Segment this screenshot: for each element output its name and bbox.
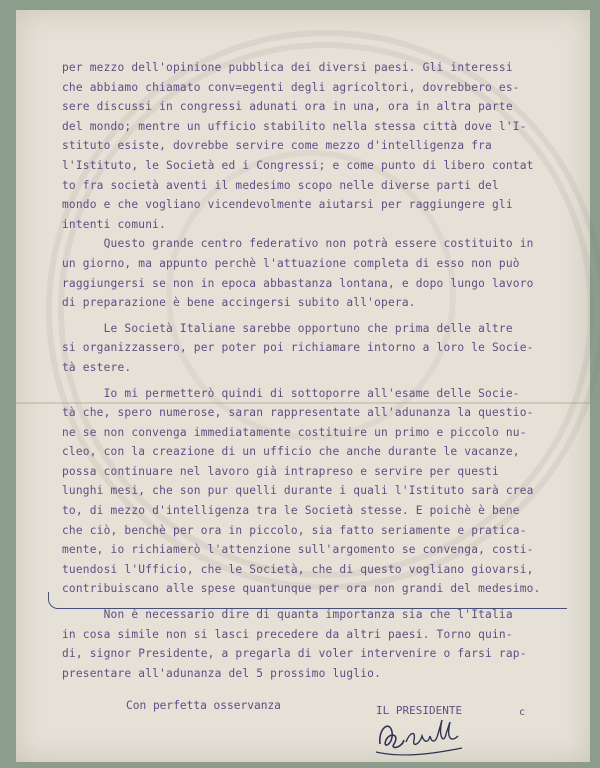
text-line: sere discussi in congressi adunati ora in una, ora in altra parte [62,100,513,114]
text-line: Io mi permetterò quindi di sottoporre all'esame delle Socie- [62,386,520,400]
margin-mark: c [519,707,526,718]
text-line: mente, io richiamerò l'attenzione sull'argomento se convenga, costi- [62,543,534,557]
signer-title: IL PRESIDENTE [376,704,463,717]
text-line: Non è necessario dire di quanta importanza sia che l'Italia [62,608,513,622]
text-line: per mezzo dell'opinione pubblica dei diversi paesi. Gli interessi [62,61,513,74]
text-line: contribuiscano alle spese quantunque per ora non grandi del medesimo. [62,582,541,596]
text-line: tà che, spero numerose, saran rappresentate all'adunanza la questio- [62,406,534,420]
text-line: lunghi mesi, che son pur quelli durante i quali l'Istituto sarà crea [62,484,534,498]
text-line: che ciò, benchè per ora in piccolo, sia fatto seriamente e pratica- [62,523,527,537]
text-line: Questo grande centro federativo non potrà essere costituito in [62,237,534,251]
text-line: stituto esiste, dovrebbe servire come mezzo d'intelligenza fra [62,139,492,153]
text-line: del mondo; mentre un ufficio stabilito nella stessa città dove l'I- [62,119,527,133]
text-line: Le Società Italiane sarebbe opportuno che prima delle altre [62,321,513,335]
text-line: to fra società aventi il medesimo scopo nelle diverse parti del [62,178,499,192]
closing-salutation: Con perfetta osservanza [126,699,281,712]
text-line: possa continuare nel lavoro già intrapreso e servire per questi [62,464,499,478]
text-line: cleo, con la creazione di un ufficio che anche durante le vacanze, [62,445,520,459]
text-line: mondo e che vogliano vicendevolmente aiutarsi per raggiungere gli [62,198,513,212]
text-line: tuendosi l'Ufficio, che le Società, che di questo vogliano giovarsi, [62,562,534,576]
text-line: di preparazione è bene accingersi subito all'opera. [62,296,416,310]
text-line: che abbiamo chiamato conv=egenti degli agricoltori, dovrebbero es- [62,80,520,94]
text-line: intenti comuni. [62,217,167,231]
handwritten-underline-mark [48,592,567,609]
text-line: raggiungersi se non in epoca abbastanza lontana, e dopo lungo lavoro [62,276,534,290]
text-line: si organizzassero, per poter poi richiamare intorno a loro le Socie- [62,341,534,355]
handwritten-signature [372,714,472,760]
text-line: in cosa simile non si lasci precedere da altri paesi. Torno quin- [62,627,513,641]
text-line: presentare all'adunanza del 5 prossimo luglio. [62,666,382,680]
text-line: to, di mezzo d'intelligenza tra le Società stesse. E poichè è bene [62,504,520,518]
text-line: di, signor Presidente, a pregarla di voler intervenire o farsi rap- [62,647,527,661]
letter-body [62,58,562,683]
text-line: tà estere. [62,360,132,374]
text-line: ne se non convenga immediatamente costituire un primo e piccolo nu- [62,425,527,439]
text-line: un giorno, ma appunto perchè l'attuazione completa di esso non può [62,256,520,270]
text-line: l'Istituto, le Società ed i Congressi; e come punto di libero contat [62,158,534,172]
